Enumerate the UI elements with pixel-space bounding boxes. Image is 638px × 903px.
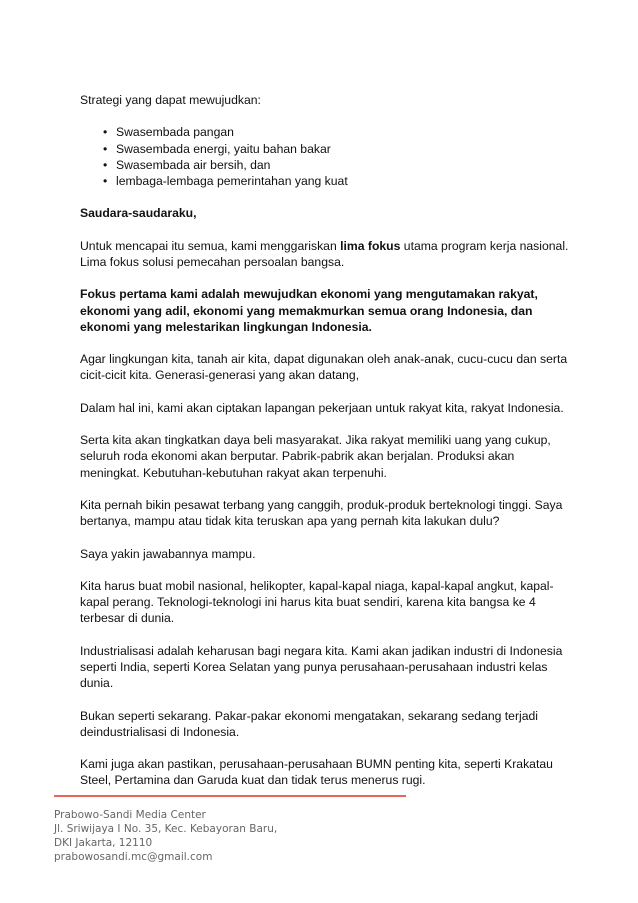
paragraph: Bukan seperti sekarang. Pakar-pakar ekonomi mengatakan, sekarang sedang terjadi deindustrialisasi di Indonesia. (80, 708, 538, 739)
paragraph: Kita harus buat mobil nasional, helikopter, kapal-kapal niaga, kapal-kapal angkut, kapal-kapal perang. Teknologi-teknologi ini harus kita buat sendiri, karena kita bangsa ke 4 terbesar di dunia. (80, 578, 554, 626)
strategy-list (80, 124, 570, 189)
footer-email: prabowosandi.mc@gmail.com (54, 851, 213, 863)
bullet-icon: • (103, 174, 108, 188)
bullet-icon: • (103, 157, 108, 172)
footer-org: Prabowo-Sandi Media Center (54, 809, 206, 821)
bullet-icon: • (103, 141, 108, 156)
paragraph: Saya yakin jawabannya mampu. (80, 546, 256, 561)
footer-divider (54, 795, 406, 797)
emphasis-text: lima fokus (340, 238, 401, 253)
footer-address-line-2: DKI Jakarta, 12110 (54, 837, 153, 849)
footer-address-line-1: Jl. Sriwijaya I No. 35, Kec. Kebayoran Baru, (54, 823, 278, 835)
list-item-text: Swasembada pangan (116, 125, 234, 140)
footer (54, 808, 277, 864)
document-body (80, 92, 570, 805)
salutation: Saudara-saudaraku, (80, 206, 197, 221)
paragraph: Dalam hal ini, kami akan ciptakan lapangan pekerjaan untuk rakyat kita, rakyat Indonesia. (80, 400, 564, 415)
list-item (80, 157, 570, 173)
list-item (80, 173, 570, 189)
paragraph: Kami juga akan pastikan, perusahaan-perusahaan BUMN penting kita, seperti Krakatau Steel, Pertamina dan Garuda kuat dan tidak terus menerus rugi. (80, 757, 553, 788)
list-item-text: lembaga-lembaga pemerintahan yang kuat (116, 174, 348, 188)
paragraph-text: utama program kerja nasional. Lima fokus solusi pemecahan persoalan bangsa. (80, 238, 569, 269)
bullet-icon: • (103, 125, 108, 140)
list-item-text: Swasembada energi, yaitu bahan bakar (116, 141, 331, 156)
intro-paragraph: Strategi yang dapat mewujudkan: (80, 93, 261, 107)
paragraph: Serta kita akan tingkatkan daya beli masyarakat. Jika rakyat memiliki uang yang cukup, seluruh roda ekonomi akan berputar. Pabrik-pabrik akan berjalan. Produksi akan meningkat. Kebutuhan-kebutuhan rakyat akan terpenuhi. (80, 433, 551, 480)
paragraph: Agar lingkungan kita, tanah air kita, dapat digunakan oleh anak-anak, cucu-cucu dan serta cicit-cicit kita. Generasi-generasi yang akan datang, (80, 352, 568, 383)
paragraph: Kita pernah bikin pesawat terbang yang canggih, produk-produk berteknologi tinggi. Saya bertanya, mampu atau tidak kita teruskan apa yang pernah kita lakukan dulu? (80, 497, 563, 529)
paragraph-lima-fokus (80, 238, 570, 270)
paragraph-text: Untuk mencapai itu semua, kami menggariskan (80, 238, 341, 253)
list-item (80, 124, 570, 140)
list-item (80, 141, 570, 157)
list-item-text: Swasembada air bersih, dan (116, 157, 271, 172)
paragraph-fokus-pertama: Fokus pertama kami adalah mewujudkan ekonomi yang mengutamakan rakyat, ekonomi yang adil, ekonomi yang memakmurkan semua orang Indonesia, dan ekonomi yang melestarikan lingkungan Indonesia. (80, 287, 538, 334)
paragraph: Industrialisasi adalah keharusan bagi negara kita. Kami akan jadikan industri di Indonesia seperti India, seperti Korea Selatan yang punya perusahaan-perusahaan industri kelas dunia. (80, 643, 563, 691)
